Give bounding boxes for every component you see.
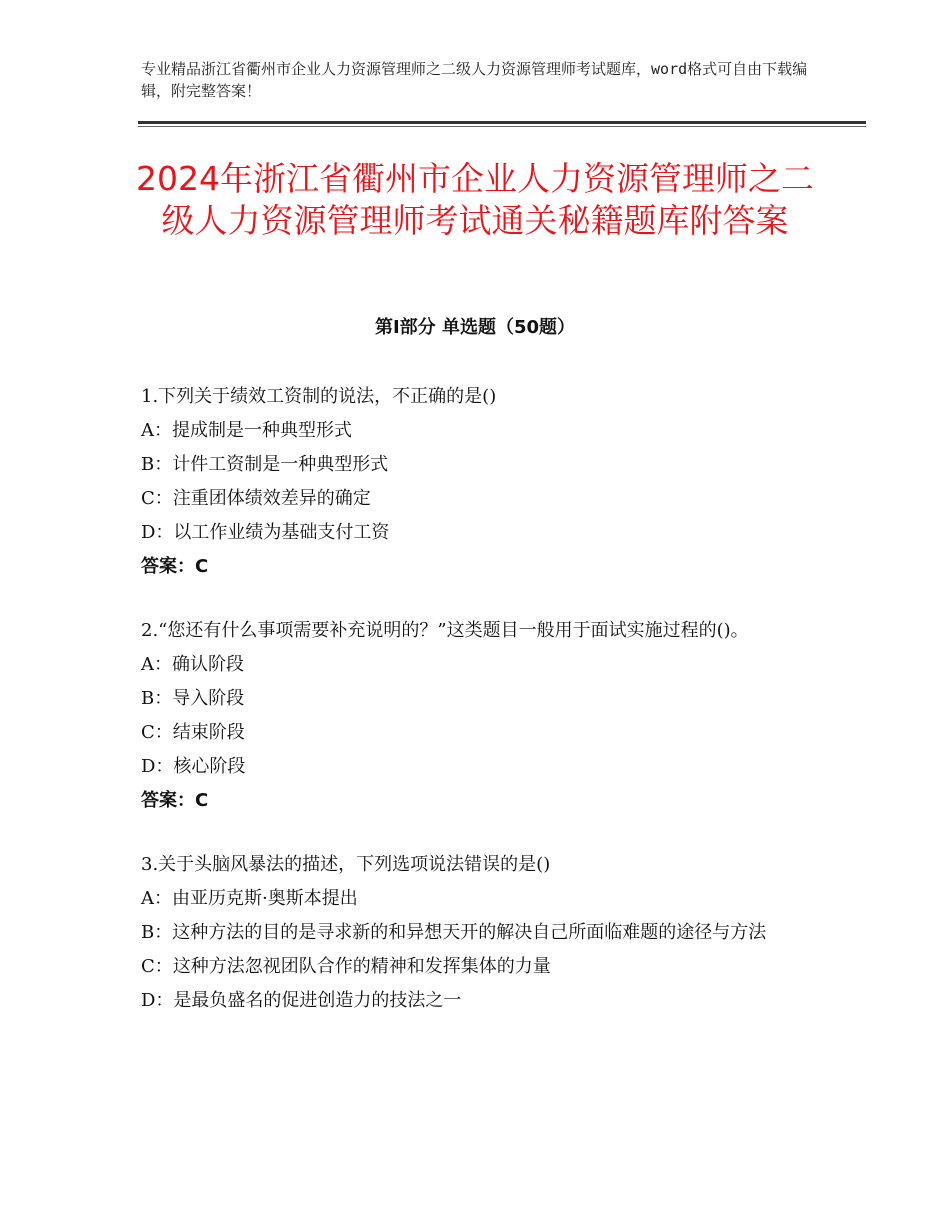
option-c: C：这种方法忽视团队合作的精神和发挥集体的力量 <box>141 956 551 977</box>
section-title: 第Ⅰ部分 单选题（50题） <box>374 317 575 338</box>
header-divider-thick <box>138 121 866 124</box>
option-d: D：以工作业绩为基础支付工资 <box>141 522 390 543</box>
header-divider-thin <box>138 126 866 127</box>
question-3 <box>141 848 811 1018</box>
question-stem: 1.下列关于绩效工资制的说法，不正确的是() <box>141 386 497 407</box>
option-c: C：注重团体绩效差异的确定 <box>141 488 371 509</box>
option-b: B：计件工资制是一种典型形式 <box>141 454 389 475</box>
question-2 <box>141 614 811 818</box>
option-d: D：是最负盛名的促进创造力的技法之一 <box>141 990 462 1011</box>
document-title: 2024年浙江省衢州市企业人力资源管理师之二级人力资源管理师考试通关秘籍题库附答案 <box>136 159 814 240</box>
answer: 答案：C <box>141 790 209 811</box>
question-stem: 2.“您还有什么事项需要补充说明的？”这类题目一般用于面试实施过程的()。 <box>141 620 749 641</box>
answer: 答案：C <box>141 556 209 577</box>
option-b: B：这种方法的目的是寻求新的和异想天开的解决自己所面临难题的途径与方法 <box>141 922 767 943</box>
question-stem: 3.关于头脑风暴法的描述，下列选项说法错误的是() <box>141 854 551 875</box>
option-d: D：核心阶段 <box>141 756 246 777</box>
option-b: B：导入阶段 <box>141 688 245 709</box>
question-list <box>141 380 811 1048</box>
question-1 <box>141 380 811 584</box>
option-a: A：提成制是一种典型形式 <box>141 420 352 441</box>
header-note: 专业精品浙江省衢州市企业人力资源管理师之二级人力资源管理师考试题库，word格式可自由下载编辑，附完整答案！ <box>141 60 808 100</box>
option-a: A：确认阶段 <box>141 654 244 675</box>
option-c: C：结束阶段 <box>141 722 245 743</box>
option-a: A：由亚历克斯·奥斯本提出 <box>141 888 358 909</box>
